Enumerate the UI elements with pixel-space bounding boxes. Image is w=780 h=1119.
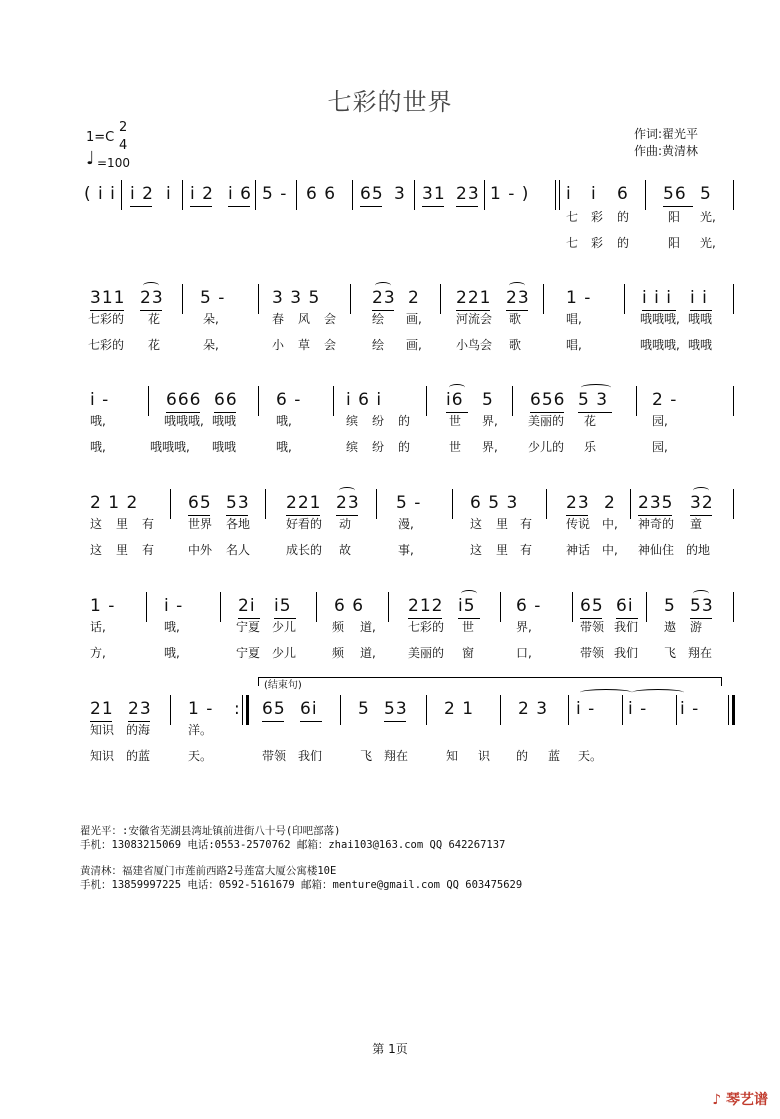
lyric: 世 [462,620,475,634]
note: 6 6 [306,184,337,204]
composer: 作曲:黄清林 [634,144,699,158]
note: 1 - [90,596,116,616]
lyrics-verse-1 [0,310,780,326]
note: 2i [238,596,256,616]
lyric: 道, [360,620,376,634]
lyric: 有 [520,517,533,531]
lyric: 会 [324,312,337,326]
lyric: 中外 [188,543,213,557]
barline [645,180,646,210]
lyric: 名人 [226,543,251,557]
note: 5 [664,596,676,616]
lyrics-verse-2 [0,234,780,250]
barline [733,180,734,210]
lyric: 的蓝 [126,749,151,763]
lyric: 神奇的 [638,517,675,531]
page-number: 第 1页 [372,1042,408,1056]
lyric: 有 [520,543,533,557]
lyric: 花 [584,414,597,428]
lyric: 美丽的 [528,414,565,428]
lyric: 好看的 [286,517,323,531]
beam [360,206,382,207]
note: 5 [482,390,494,410]
lyric: 翔在 [384,749,409,763]
quarter-note-icon: ♩ [86,148,95,169]
lyric: 的地 [686,543,711,557]
beam [422,206,444,207]
note: 3 [394,184,406,204]
note: 5 [358,699,370,719]
note: 6i [300,699,318,719]
lyric: 里 [116,517,129,531]
lyric: 的 [398,414,411,428]
note: 32 [690,493,714,513]
lyric: 童 [690,517,703,531]
note: 65 [262,699,286,719]
note: 23 [566,493,590,513]
note: 23 [140,288,164,308]
lyric: 唱, [566,338,582,352]
lyric: 动 [339,517,352,531]
barline [121,180,122,210]
slur [375,282,391,289]
lyric: 世 [449,440,462,454]
song-title: 七彩的世界 [327,88,453,116]
lyric: 园, [652,440,668,454]
lyric: 会 [324,338,337,352]
note: 5 - [262,184,288,204]
note: 65 [580,596,604,616]
note: 6 - [516,596,542,616]
lyric: 神仙住 [638,543,675,557]
note: 656 [530,390,566,410]
barline [559,180,560,210]
tie [580,689,632,696]
lyric: 哦哦哦, [640,338,680,352]
note: 2 [408,288,420,308]
note: i6 [446,390,464,410]
lyric: 缤 [346,414,359,428]
lyric: 纷 [372,414,385,428]
lyric: 这 [90,543,103,557]
note: 56 [663,184,687,204]
lyric: 七彩的 [88,312,125,326]
note: i - [628,699,648,719]
note: i - [576,699,596,719]
lyric: 蓝 [548,749,561,763]
lyric: 彩 [591,210,604,224]
lyric: 成长的 [286,543,323,557]
lyric: 知 [446,749,459,763]
ending-bracket [258,677,722,686]
lyric: 花 [148,312,161,326]
lyric: 里 [496,543,509,557]
lyric: 天。 [188,749,213,763]
lyric: 绘 [372,338,385,352]
note: i 6 i [346,390,383,410]
barline [352,180,353,210]
lyric: 这 [470,517,483,531]
note: 2 - [652,390,678,410]
lyric: 七 [566,210,579,224]
lyric: 哦, [90,414,106,428]
lyric: 哦, [276,414,292,428]
tie [632,689,684,696]
lyric: 飞 [360,749,373,763]
note: 5 3 [578,390,609,410]
lyric: 唱, [566,312,582,326]
lyric: 春 [272,312,285,326]
note: 23 [372,288,396,308]
lyric: 游 [690,620,703,634]
lyric: 少儿 [272,620,297,634]
note: 6 - [276,390,302,410]
note: 1 - [188,699,214,719]
note: 235 [638,493,674,513]
lyric: 画, [406,338,422,352]
note: 23 [336,493,360,513]
time-signature-top: 2 [119,120,128,135]
lyric: 带领 [580,620,605,634]
lyrics-verse-2 [0,644,780,660]
lyric: 翔在 [688,646,713,660]
lyric: 宁夏 [236,620,261,634]
lyric: 的 [617,236,630,250]
note: 66 [214,390,238,410]
note: i [591,184,597,204]
slur [581,384,611,391]
lyric: 风 [298,312,311,326]
lyric: 事, [398,543,414,557]
slur [143,282,159,289]
lyric: 中, [602,517,618,531]
lyric: 绘 [372,312,385,326]
lyricist: 作词:翟光平 [634,127,699,141]
lyric: 带领 [580,646,605,660]
slur [339,487,355,494]
lyrics-verse-2 [0,438,780,454]
lyric: 神话 [566,543,591,557]
lyric: 宁夏 [236,646,261,660]
note: 5 - [396,493,422,513]
lyric: 这 [90,517,103,531]
lyric: 光, [700,236,716,250]
lyrics-verse-2 [0,336,780,352]
lyric: 界, [482,440,498,454]
notes-row [0,184,780,210]
lyrics-verse-1 [0,721,780,737]
slur [449,384,465,391]
lyric: 知识 [90,749,115,763]
time-signature-bottom: 4 [119,138,128,153]
lyric: 世界 [188,517,213,531]
lyric: 哦, [90,440,106,454]
note: 6i [616,596,634,616]
ending-label: (结束句) [264,680,302,691]
beam [190,206,212,207]
lyric: 飞 [664,646,677,660]
lyric: 的海 [126,723,151,737]
lyric: 七彩的 [408,620,445,634]
lyric: 里 [116,543,129,557]
lyric: 频 [332,646,345,660]
lyric: 方, [90,646,106,660]
lyric: 识 [478,749,491,763]
note: 311 [90,288,126,308]
lyric: 哦哦哦, [640,312,680,326]
lyric: 哦哦 [212,440,237,454]
lyric: 里 [496,517,509,531]
note: i i i [642,288,672,308]
note: 65 [360,184,384,204]
note: 5 [700,184,712,204]
barline [414,180,415,210]
note: ( i i [84,184,116,204]
lyric: 的 [398,440,411,454]
barline [296,180,297,210]
note: 31 [422,184,446,204]
lyric: 缤 [346,440,359,454]
lyric: 朵, [203,312,219,326]
lyric: 哦哦 [688,338,713,352]
contact-line: 手机：13083215069 电话:0553-2570762 邮箱：zhai103@163.com QQ 642267137 [80,839,506,851]
lyrics-verse-1 [0,208,780,224]
lyric: 漫, [398,517,414,531]
lyric: 天。 [578,749,603,763]
lyrics-verse-1 [0,515,780,531]
note: 1 - ) [490,184,530,204]
lyric: 哦, [276,440,292,454]
note: 6 5 3 [470,493,519,513]
lyric: 花 [148,338,161,352]
lyric: 画, [406,312,422,326]
lyric: 歌 [509,338,522,352]
lyric: 彩 [591,236,604,250]
beam [456,206,478,207]
barline [555,180,556,210]
note: i 2 [130,184,154,204]
note: 23 [128,699,152,719]
slur [509,282,525,289]
lyric: 带领 [262,749,287,763]
contact-line: 翟光平：:安徽省芜湖县湾址镇前进街八十号(印吧部落) [80,825,341,837]
lyric: 哦哦哦, [164,414,204,428]
note: 3 3 5 [272,288,321,308]
note: 2 1 2 [90,493,139,513]
note: i - [680,699,700,719]
lyric: 有 [142,517,155,531]
lyric: 口, [516,646,532,660]
lyrics-verse-1 [0,412,780,428]
barline [255,180,256,210]
lyric: 这 [470,543,483,557]
barline [484,180,485,210]
lyric: 有 [142,543,155,557]
lyric: 窗 [462,646,475,660]
lyric: 七 [566,236,579,250]
lyric: 知识 [90,723,115,737]
credits [634,126,698,160]
lyric: 的 [617,210,630,224]
lyric: 中, [602,543,618,557]
note: 23 [506,288,530,308]
note: 666 [166,390,202,410]
slur [693,590,709,597]
lyric: 纷 [372,440,385,454]
lyric: 哦, [164,646,180,660]
note: 1 - [566,288,592,308]
lyric: 界, [516,620,532,634]
lyric: 传说 [566,517,591,531]
key-signature: 1=C [86,130,115,145]
note: i5 [274,596,292,616]
lyrics-verse-2 [0,541,780,557]
note: i 6 [228,184,252,204]
lyric: 的 [516,749,529,763]
lyric: 话, [90,620,106,634]
contact-line: 黄清林：福建省厦门市莲前西路2号莲富大厦公寓楼10E [80,865,337,877]
note: 53 [690,596,714,616]
note: i [166,184,172,204]
tempo-marking: =100 [97,156,130,170]
lyric: 少儿的 [528,440,565,454]
note: i [566,184,572,204]
lyric: 故 [339,543,352,557]
beam [130,206,152,207]
lyrics-verse-1 [0,618,780,634]
note: i - [90,390,110,410]
lyric: 哦哦哦, [150,440,190,454]
lyric: 我们 [614,620,639,634]
lyric: 界, [482,414,498,428]
note: 221 [286,493,322,513]
lyric: 哦, [164,620,180,634]
lyric: 频 [332,620,345,634]
note: i 2 [190,184,214,204]
lyric: 河流会 [456,312,493,326]
repeat-sign: : [234,699,241,719]
note: 23 [456,184,480,204]
logo-icon: ♪ [712,1092,722,1108]
lyric: 小鸟会 [456,338,493,352]
lyric: 阳 [668,236,681,250]
note: 53 [226,493,250,513]
slur [693,487,709,494]
note: 21 [90,699,114,719]
lyric: 园, [652,414,668,428]
beam [228,206,250,207]
lyric: 朵, [203,338,219,352]
note: i - [164,596,184,616]
lyric: 我们 [298,749,323,763]
note: 6 [617,184,629,204]
lyric: 美丽的 [408,646,445,660]
lyric: 草 [298,338,311,352]
lyric: 洋。 [188,723,213,737]
lyric: 光, [700,210,716,224]
lyrics-verse-2 [0,747,780,763]
slur [461,590,477,597]
lyric: 各地 [226,517,251,531]
lyric: 小 [272,338,285,352]
lyric: 乐 [584,440,597,454]
lyric: 阳 [668,210,681,224]
contact-block-2 [80,864,522,892]
watermark-text: 琴艺谱 [726,1092,768,1108]
note: i i [690,288,708,308]
beam [663,206,693,207]
lyric: 道, [360,646,376,660]
note: 65 [188,493,212,513]
lyric: 少儿 [272,646,297,660]
barline [182,180,183,210]
lyric: 七彩的 [88,338,125,352]
lyric: 我们 [614,646,639,660]
note: i5 [458,596,476,616]
lyric: 世 [449,414,462,428]
note: 212 [408,596,444,616]
note: 2 [604,493,616,513]
contact-block-1 [80,824,505,852]
note: 2 1 [444,699,475,719]
watermark-logo [712,1089,768,1109]
lyric: 遨 [664,620,677,634]
contact-line: 手机：13859997225 电话：0592-5161679 邮箱：menture@gmail.com QQ 603475629 [80,879,523,891]
note: 6 6 [334,596,365,616]
lyric: 哦哦 [688,312,713,326]
lyric: 哦哦 [212,414,237,428]
note: 5 - [200,288,226,308]
lyric: 歌 [509,312,522,326]
note: 53 [384,699,408,719]
note: 221 [456,288,492,308]
note: 2 3 [518,699,549,719]
